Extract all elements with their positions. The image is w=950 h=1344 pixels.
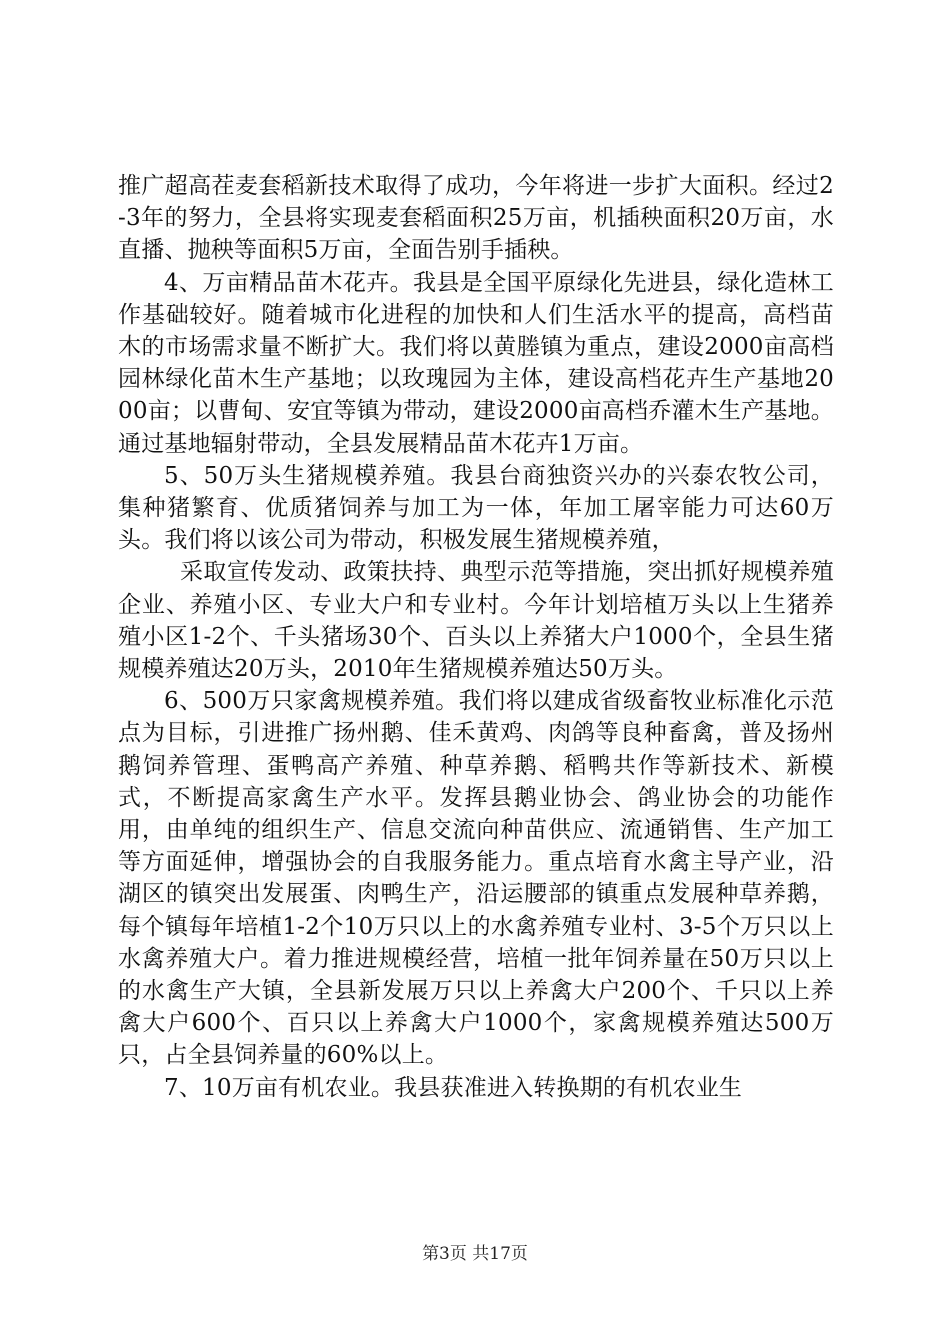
page-number: 第3页 共17页 — [422, 1244, 528, 1264]
paragraph-organic-agriculture: 7、10万亩有机农业。我县获准进入转换期的有机农业生 — [164, 1074, 743, 1101]
paragraph-continuation: 推广超高茬麦套稻新技术取得了成功，今年将进一步扩大面积。经过2-3年的努力，全县将实现麦套稻面积25万亩，机插秧面积20万亩，水直播、抛秧等面积5万亩，全面告别手插秧。 — [118, 173, 834, 264]
page-footer — [0, 1244, 950, 1264]
paragraph-pig-farming: 5、50万头生猪规模养殖。我县台商独资兴办的兴泰农牧公司，集种猪繁育、优质猪饲养与加工为一体，年加工屠宰能力可达60万头。我们将以该公司为带动，积极发展生猪规模养殖， — [118, 462, 834, 554]
paragraph-pig-farming-measures: 采取宣传发动、政策扶持、典型示范等措施，突出抓好规模养殖企业、养殖小区、专业大户和专业村。今年计划培植万头以上生猪养殖小区1-2个、千头猪场30个、百头以上养猪大户1000个，全县生猪规模养殖达20万头，2010年生猪规模养殖达50万头。 — [118, 559, 834, 683]
document-body — [118, 170, 834, 1104]
paragraph-poultry-farming: 6、500万只家禽规模养殖。我们将以建成省级畜牧业标准化示范点为目标，引进推广扬州鹅、佳禾黄鸡、肉鸽等良种畜禽，普及扬州鹅饲养管理、蛋鸭高产养殖、种草养鹅、稻鸭共作等新技术、新模式，不断提高家禽生产水平。发挥县鹅业协会、鸽业协会的功能作用，由单纯的组织生产、信息交流向种苗供应、流通销售、生产加工等方面延伸，增强协会的自我服务能力。重点培育水禽主导产业，沿湖区的镇突出发展蛋、肉鸭生产，沿运腰部的镇重点发展种草养鹅，每个镇每年培植1-2个10万只以上的水禽养殖专业村、3-5个万只以上水禽养殖大户。着力推进规模经营，培植一批年饲养量在50万只以上的水禽生产大镇，全县新发展万只以上养禽大户200个、千只以上养禽大户600个、百只以上养禽大户1000个，家禽规模养殖达500万只，占全县饲养量的60%以上。 — [118, 688, 834, 1069]
paragraph-seedlings-flowers: 4、万亩精品苗木花卉。我县是全国平原绿化先进县，绿化造林工作基础较好。随着城市化进程的加快和人们生活水平的提高，高档苗木的市场需求量不断扩大。我们将以黄塍镇为重点，建设2000亩高档园林绿化苗木生产基地；以玫瑰园为主体，建设高档花卉生产基地2000亩；以曹甸、安宜等镇为带动，建设2000亩高档乔灌木生产基地。通过基地辐射带动，全县发展精品苗木花卉1万亩。 — [118, 269, 834, 457]
